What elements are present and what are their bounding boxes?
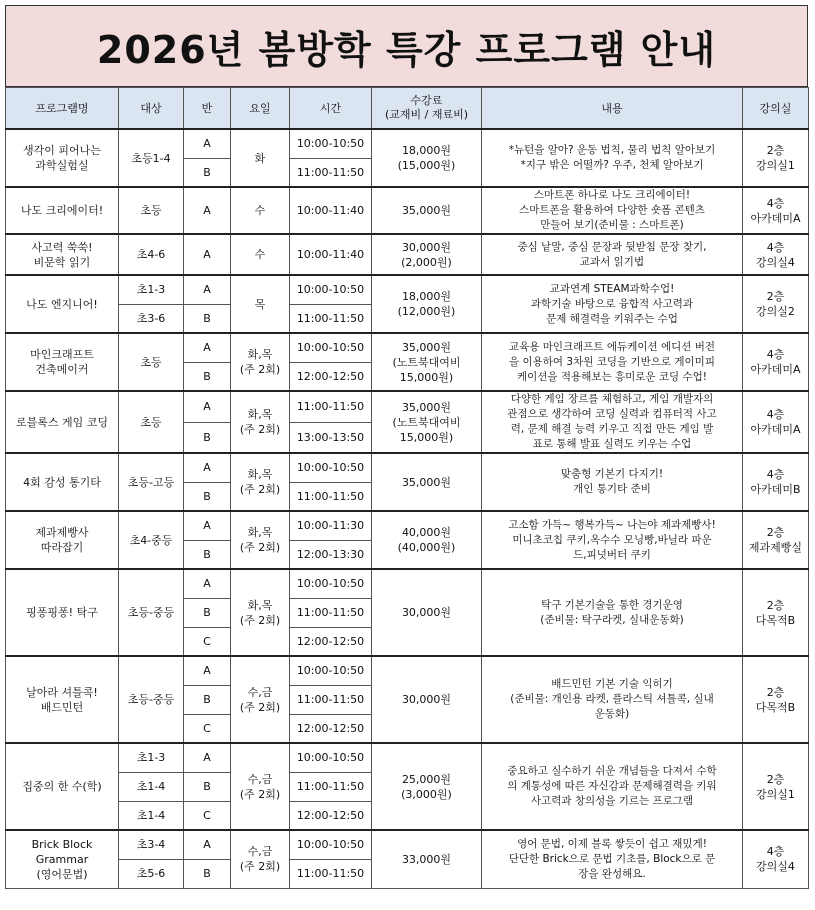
header-content: 내용 <box>482 88 743 130</box>
class-cell: B <box>184 482 231 511</box>
day-cell: 화 <box>231 129 290 187</box>
time-cell: 11:00-11:50 <box>290 685 372 714</box>
table-row <box>6 187 809 234</box>
target-cell: 초등 <box>119 391 184 453</box>
time-cell: 13:00-13:50 <box>290 422 372 453</box>
target-cell: 초등 <box>119 187 184 234</box>
time-cell: 11:00-11:50 <box>290 391 372 422</box>
header-program: 프로그램명 <box>6 88 119 130</box>
room-cell: 2층 다목적B <box>743 569 809 656</box>
fee-cell: 18,000원 (15,000원) <box>372 129 482 187</box>
room-cell: 2층 제과제빵실 <box>743 511 809 569</box>
content-cell: 스마트폰 하나로 나도 크리에이터! 스마트폰을 활용하여 다양한 숏폼 콘텐츠 만들어 보기(준비물 : 스마트폰) <box>482 187 743 234</box>
content-cell: 다양한 게임 장르를 체험하고, 게임 개발자의 관점으로 생각하여 코딩 실력과 컴퓨터적 사고 력, 문제 해결 능력 키우고 직접 만든 게임 발 표로 통해 발표 실력도 키우는 수업 <box>482 391 743 453</box>
class-cell: B <box>184 304 231 333</box>
header-room: 강의실 <box>743 88 809 130</box>
class-cell: A <box>184 333 231 362</box>
time-cell: 10:00-10:50 <box>290 830 372 859</box>
table-row <box>6 830 809 859</box>
schedule-table <box>5 87 809 889</box>
program-name: 제과제빵사 따라잡기 <box>6 511 119 569</box>
time-cell: 11:00-11:50 <box>290 859 372 888</box>
class-cell: A <box>184 453 231 482</box>
program-name: 로블록스 게임 코딩 <box>6 391 119 453</box>
header-day: 요일 <box>231 88 290 130</box>
target-cell: 초3-4 <box>119 830 184 859</box>
program-name: Brick Block Grammar (영어문법) <box>6 830 119 888</box>
day-cell: 화,목 (주 2회) <box>231 511 290 569</box>
class-cell: A <box>184 391 231 422</box>
room-cell: 4층 아카데미A <box>743 187 809 234</box>
day-cell: 화,목 (주 2회) <box>231 569 290 656</box>
day-cell: 화,목 (주 2회) <box>231 333 290 391</box>
day-cell: 수,금 (주 2회) <box>231 656 290 743</box>
time-cell: 10:00-11:30 <box>290 511 372 540</box>
day-cell: 수 <box>231 187 290 234</box>
room-cell: 4층 강의실4 <box>743 234 809 275</box>
header-fee: 수강료 (교재비 / 재료비) <box>372 88 482 130</box>
content-cell: 교과연계 STEAM과학수업! 과학기술 바탕으로 융합적 사고력과 문제 해결력을 키워주는 수업 <box>482 275 743 333</box>
class-cell: B <box>184 158 231 187</box>
time-cell: 10:00-11:40 <box>290 234 372 275</box>
table-row <box>6 743 809 772</box>
target-cell: 초5-6 <box>119 859 184 888</box>
target-cell: 초1-4 <box>119 772 184 801</box>
day-cell: 화,목 (주 2회) <box>231 453 290 511</box>
time-cell: 11:00-11:50 <box>290 158 372 187</box>
day-cell: 수,금 (주 2회) <box>231 743 290 830</box>
time-cell: 12:00-12:50 <box>290 362 372 391</box>
class-cell: C <box>184 801 231 830</box>
fee-cell: 35,000원 <box>372 187 482 234</box>
table-row <box>6 656 809 685</box>
fee-cell: 30,000원 <box>372 656 482 743</box>
day-cell: 수,금 (주 2회) <box>231 830 290 888</box>
header-time: 시간 <box>290 88 372 130</box>
class-cell: B <box>184 422 231 453</box>
target-cell: 초3-6 <box>119 304 184 333</box>
room-cell: 2층 강의실1 <box>743 743 809 830</box>
header-target: 대상 <box>119 88 184 130</box>
class-cell: A <box>184 656 231 685</box>
day-cell: 화,목 (주 2회) <box>231 391 290 453</box>
class-cell: B <box>184 772 231 801</box>
time-cell: 10:00-10:50 <box>290 453 372 482</box>
target-cell: 초등-중등 <box>119 656 184 743</box>
fee-cell: 33,000원 <box>372 830 482 888</box>
class-cell: A <box>184 187 231 234</box>
content-cell: 배드민턴 기본 기술 익히기 (준비물: 개인용 라켓, 플라스틱 셔틀콕, 실내 운동화) <box>482 656 743 743</box>
table-row <box>6 234 809 275</box>
class-cell: C <box>184 714 231 743</box>
class-cell: C <box>184 627 231 656</box>
room-cell: 4층 강의실4 <box>743 830 809 888</box>
program-name: 마인크래프트 건축메이커 <box>6 333 119 391</box>
program-name: 나도 크리에이터! <box>6 187 119 234</box>
class-cell: A <box>184 830 231 859</box>
fee-cell: 25,000원 (3,000원) <box>372 743 482 830</box>
content-cell: 맞춤형 기본기 다지기! 개인 통기타 준비 <box>482 453 743 511</box>
time-cell: 10:00-10:50 <box>290 743 372 772</box>
target-cell: 초1-4 <box>119 801 184 830</box>
target-cell: 초등-중등 <box>119 569 184 656</box>
target-cell: 초4-중등 <box>119 511 184 569</box>
content-cell: 교육용 마인크래프트 에듀케이션 에디션 버전 을 이용하여 3차원 코딩을 기반으로 게이미피 케이션을 적용해보는 흥미로운 코딩 수업! <box>482 333 743 391</box>
class-cell: B <box>184 362 231 391</box>
time-cell: 10:00-10:50 <box>290 275 372 304</box>
table-row <box>6 391 809 422</box>
class-cell: B <box>184 859 231 888</box>
time-cell: 12:00-13:30 <box>290 540 372 569</box>
class-cell: A <box>184 511 231 540</box>
time-cell: 12:00-12:50 <box>290 801 372 830</box>
class-cell: B <box>184 540 231 569</box>
program-name: 집중의 한 수(학) <box>6 743 119 830</box>
table-row <box>6 453 809 482</box>
table-row <box>6 129 809 158</box>
table-row <box>6 333 809 362</box>
fee-cell: 35,000원 <box>372 453 482 511</box>
room-cell: 4층 아카데미A <box>743 333 809 391</box>
content-cell: 영어 문법, 이제 블록 쌓듯이 쉽고 재밌게! 단단한 Brick으로 문법 기초를, Block으로 문 장을 완성해요. <box>482 830 743 888</box>
class-cell: A <box>184 569 231 598</box>
time-cell: 10:00-10:50 <box>290 333 372 362</box>
content-cell: 중요하고 실수하기 쉬운 개념들을 다져서 수학 의 계통성에 따른 자신감과 문제해결력을 키워 사고력과 창의성을 기르는 프로그램 <box>482 743 743 830</box>
time-cell: 12:00-12:50 <box>290 714 372 743</box>
content-cell: *뉴턴을 알아? 운동 법칙, 물리 법칙 알아보기 *지구 밖은 어떨까? 우주, 천체 알아보기 <box>482 129 743 187</box>
content-cell: 중심 낱말, 중심 문장과 뒷받침 문장 찾기, 교과서 읽기법 <box>482 234 743 275</box>
time-cell: 11:00-11:50 <box>290 772 372 801</box>
target-cell: 초등1-4 <box>119 129 184 187</box>
target-cell: 초등 <box>119 333 184 391</box>
room-cell: 2층 다목적B <box>743 656 809 743</box>
class-cell: A <box>184 234 231 275</box>
time-cell: 10:00-10:50 <box>290 656 372 685</box>
day-cell: 수 <box>231 234 290 275</box>
content-cell: 탁구 기본기술을 통한 경기운영 (준비물: 탁구라켓, 실내운동화) <box>482 569 743 656</box>
target-cell: 초1-3 <box>119 743 184 772</box>
room-cell: 4층 아카데미B <box>743 453 809 511</box>
fee-cell: 18,000원 (12,000원) <box>372 275 482 333</box>
time-cell: 10:00-10:50 <box>290 129 372 158</box>
table-row <box>6 569 809 598</box>
room-cell: 2층 강의실2 <box>743 275 809 333</box>
room-cell: 2층 강의실1 <box>743 129 809 187</box>
program-name: 나도 엔지니어! <box>6 275 119 333</box>
time-cell: 11:00-11:50 <box>290 598 372 627</box>
fee-cell: 35,000원 (노트북대여비 15,000원) <box>372 333 482 391</box>
class-cell: B <box>184 685 231 714</box>
program-name: 4회 감성 통기타 <box>6 453 119 511</box>
header-class: 반 <box>184 88 231 130</box>
program-name: 사고력 쑥쑥! 비문학 읽기 <box>6 234 119 275</box>
fee-cell: 35,000원 (노트북대여비 15,000원) <box>372 391 482 453</box>
time-cell: 11:00-11:50 <box>290 304 372 333</box>
program-name: 생각이 피어나는 과학실험실 <box>6 129 119 187</box>
time-cell: 10:00-10:50 <box>290 569 372 598</box>
table-row <box>6 511 809 540</box>
class-cell: A <box>184 743 231 772</box>
target-cell: 초1-3 <box>119 275 184 304</box>
time-cell: 11:00-11:50 <box>290 482 372 511</box>
program-name: 날아라 셔틀콕! 배드민턴 <box>6 656 119 743</box>
time-cell: 12:00-12:50 <box>290 627 372 656</box>
program-name: 핑퐁핑퐁! 탁구 <box>6 569 119 656</box>
target-cell: 초4-6 <box>119 234 184 275</box>
header-row <box>6 88 809 130</box>
class-cell: A <box>184 129 231 158</box>
fee-cell: 30,000원 <box>372 569 482 656</box>
fee-cell: 30,000원 (2,000원) <box>372 234 482 275</box>
class-cell: A <box>184 275 231 304</box>
day-cell: 목 <box>231 275 290 333</box>
fee-cell: 40,000원 (40,000원) <box>372 511 482 569</box>
content-cell: 고소함 가득~ 행복가득~ 나는야 제과제빵사! 미니초코칩 쿠키,옥수수 모닝빵,바닐라 파운 드,피넛버터 쿠키 <box>482 511 743 569</box>
title-banner <box>5 5 808 87</box>
room-cell: 4층 아카데미A <box>743 391 809 453</box>
class-cell: B <box>184 598 231 627</box>
target-cell: 초등-고등 <box>119 453 184 511</box>
page-title: 2026년 봄방학 특강 프로그램 안내 <box>96 27 717 72</box>
table-row <box>6 275 809 304</box>
time-cell: 10:00-11:40 <box>290 187 372 234</box>
